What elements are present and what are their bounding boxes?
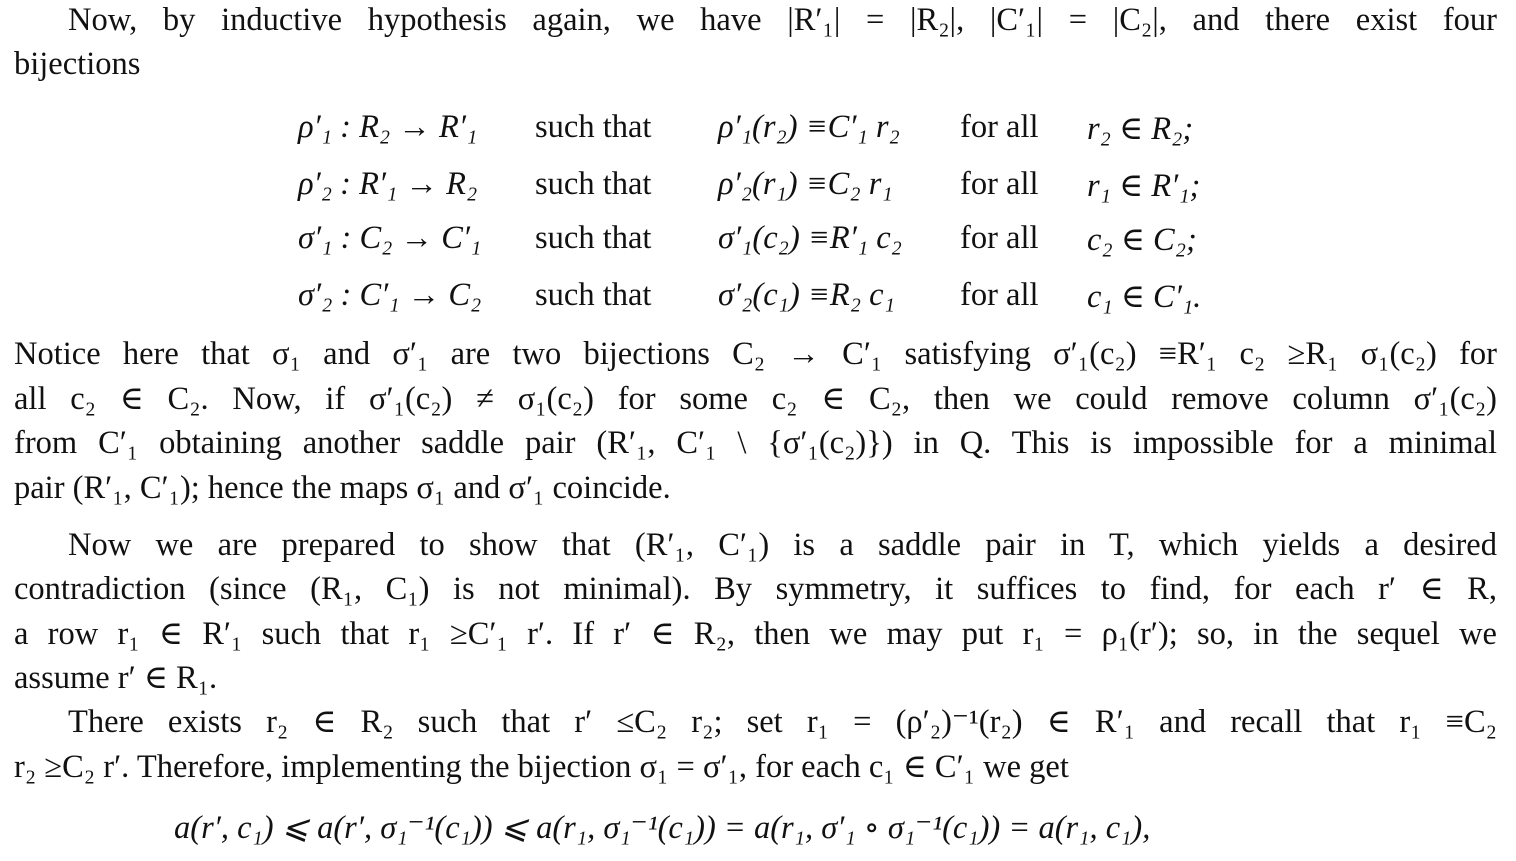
paragraph-2-line-3: from C′₁ obtaining another saddle pair (R′₁, C′₁ \ {σ′₁(c₂)}) in Q. This is impossible for a minimal — [14, 425, 1497, 461]
bijection-map: σ′₂ : C′₁ → C₂ — [298, 277, 482, 313]
paragraph-3-line-2: contradiction (since (R₁, C₁) is not minimal). By symmetry, it suffices to find, for each r′ ∈ R, — [14, 571, 1497, 607]
paragraph-4-line-1: There exists r₂ ∈ R₂ such that r′ ≤C₂ r₂; set r₁ = (ρ′₂)⁻¹(r₂) ∈ R′₁ and recall that r₁ ≡C₂ — [68, 704, 1497, 740]
bijection-quantifier: for all — [960, 220, 1039, 256]
paragraph-2-line-4: pair (R′₁, C′₁); hence the maps σ₁ and σ′₁ coincide. — [14, 470, 671, 506]
bijection-relation: ρ′₁(r₂) ≡C′₁ r₂ — [718, 109, 900, 145]
bijection-relation: ρ′₂(r₁) ≡C₂ r₁ — [718, 166, 893, 202]
paragraph-2-line-1: Notice here that σ₁ and σ′₁ are two bijections C₂ → C′₁ satisfying σ′₁(c₂) ≡R′₁ c₂ ≥R₁ σ₁(c₂) for — [14, 336, 1497, 372]
bijection-condition: such that — [535, 166, 652, 202]
paragraph-3-line-3: a row r₁ ∈ R′₁ such that r₁ ≥C′₁ r′. If r′ ∈ R₂, then we may put r₁ = ρ₁(r′); so, in the sequel we — [14, 616, 1497, 652]
bijection-condition: such that — [535, 109, 652, 145]
paragraph-2-line-2: all c₂ ∈ C₂. Now, if σ′₁(c₂) ≠ σ₁(c₂) for some c₂ ∈ C₂, then we could remove column σ′₁(c₂) — [14, 381, 1497, 417]
bijection-quantifier: for all — [960, 277, 1039, 313]
paragraph-3-line-1: Now we are prepared to show that (R′₁, C′₁) is a saddle pair in T, which yields a desired — [68, 527, 1497, 563]
paragraph-1-line-1: Now, by inductive hypothesis again, we have |R′₁| = |R₂|, |C′₁| = |C₂|, and there exist four — [68, 2, 1497, 38]
paragraph-4-line-2: r₂ ≥C₂ r′. Therefore, implementing the bijection σ₁ = σ′₁, for each c₁ ∈ C′₁ we get — [14, 749, 1069, 785]
paragraph-1-line-2: bijections — [14, 46, 141, 82]
bijection-quantifier: for all — [960, 109, 1039, 145]
bijection-quantifier: for all — [960, 166, 1039, 202]
bijection-domain: r₁ ∈ R′₁; — [1087, 168, 1201, 204]
bijection-map: σ′₁ : C₂ → C′₁ — [298, 220, 482, 256]
bijection-condition: such that — [535, 277, 652, 313]
bijection-map: ρ′₁ : R₂ → R′₁ — [298, 109, 478, 145]
paragraph-3-line-4: assume r′ ∈ R₁. — [14, 660, 218, 696]
bijection-domain: c₂ ∈ C₂; — [1087, 222, 1197, 258]
bijection-condition: such that — [535, 220, 652, 256]
bijection-relation: σ′₁(c₂) ≡R′₁ c₂ — [718, 220, 902, 256]
bijection-map: ρ′₂ : R′₁ → R₂ — [298, 166, 478, 202]
bijection-relation: σ′₂(c₁) ≡R₂ c₁ — [718, 277, 895, 313]
bijection-domain: r₂ ∈ R₂; — [1087, 111, 1194, 147]
display-equation: a(r′, c₁) ⩽ a(r′, σ₁⁻¹(c₁)) ⩽ a(r₁, σ₁⁻¹(c₁)) = a(r₁, σ′₁ ∘ σ₁⁻¹(c₁)) = a(r₁, c₁), — [174, 810, 1151, 846]
bijection-domain: c₁ ∈ C′₁. — [1087, 279, 1202, 315]
